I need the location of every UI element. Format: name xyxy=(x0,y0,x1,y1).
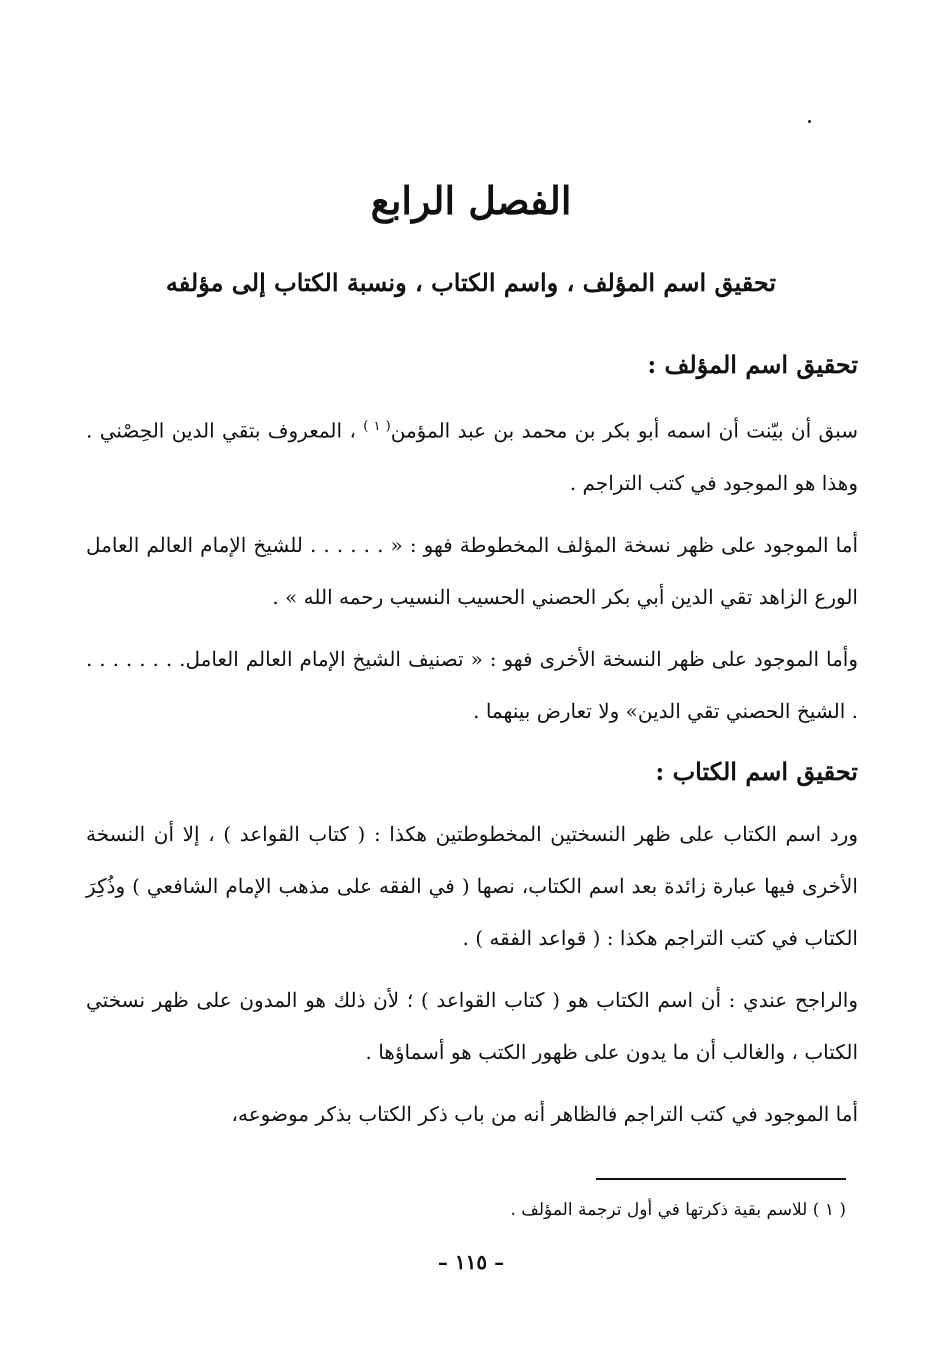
paragraph: وأما الموجود على ظهر النسخة الأخرى فهو : « تصنيف الشيخ الإمام العالم العامل. . . . . . . . . الشيخ الحصني تقي الدين» ولا تعارض بينهما . xyxy=(86,646,858,723)
page-number: – ١١٥ – xyxy=(437,1250,505,1274)
chapter-subtitle: تحقيق اسم المؤلف ، واسم الكتاب ، ونسبة الكتاب إلى مؤلفه xyxy=(165,268,777,297)
footnote-divider xyxy=(596,1178,846,1180)
section-heading: تحقيق اسم المؤلف : xyxy=(647,350,858,379)
paragraph: أما الموجود على ظهر نسخة المؤلف المخطوطة فهو : « . . . . . . للشيخ الإمام العالم العامل الورع الزاهد تقي الدين أبي بكر الحصني الحسيب النسيب رحمه الله » . xyxy=(86,532,859,609)
footnote-marker: ( ١ ) xyxy=(363,419,391,434)
paragraph: والراجح عندي : أن اسم الكتاب هو ( كتاب القواعد ) ؛ لأن ذلك هو المدون على ظهر نسختي الكتاب ، والغالب أن ما يدون على ظهور الكتب هو أسماؤها . xyxy=(86,987,858,1064)
section-heading: تحقيق اسم الكتاب : xyxy=(655,756,858,786)
paragraph: ورد اسم الكتاب على ظهر النسختين المخطوطتين هكذا : ( كتاب القواعد ) ، إلا أن النسخة الأخرى فيها عبارة زائدة بعد اسم الكتاب، نصها ( في الفقه على مذهب الإمام الشافعي ) وذُكِرَ الكتاب في كتب التراجم هكذا : ( قواعد الفقه ) . xyxy=(86,821,858,950)
footnote: ( ١ ) للاسم بقية ذكرتها في أول ترجمة المؤلف . xyxy=(510,1200,846,1220)
paragraph-text: ، المعروف بتقي الدين الحِصْني . وهذا هو الموجود في كتب التراجم . xyxy=(86,418,858,495)
paragraph: أما الموجود في كتب التراجم فالظاهر أنه من باب ذكر الكتاب بذكر موضوعه، xyxy=(231,1101,858,1126)
paragraph-text: سبق أن بيّنت أن اسمه أبو بكر بن محمد بن عبد المؤمن xyxy=(390,418,858,443)
section-book-name xyxy=(86,757,858,1140)
page-body xyxy=(86,350,858,1150)
section-author-name xyxy=(86,350,858,737)
paragraph xyxy=(86,401,858,509)
chapter-title: الفصل الرابع xyxy=(370,178,572,223)
scan-speck xyxy=(808,120,811,123)
